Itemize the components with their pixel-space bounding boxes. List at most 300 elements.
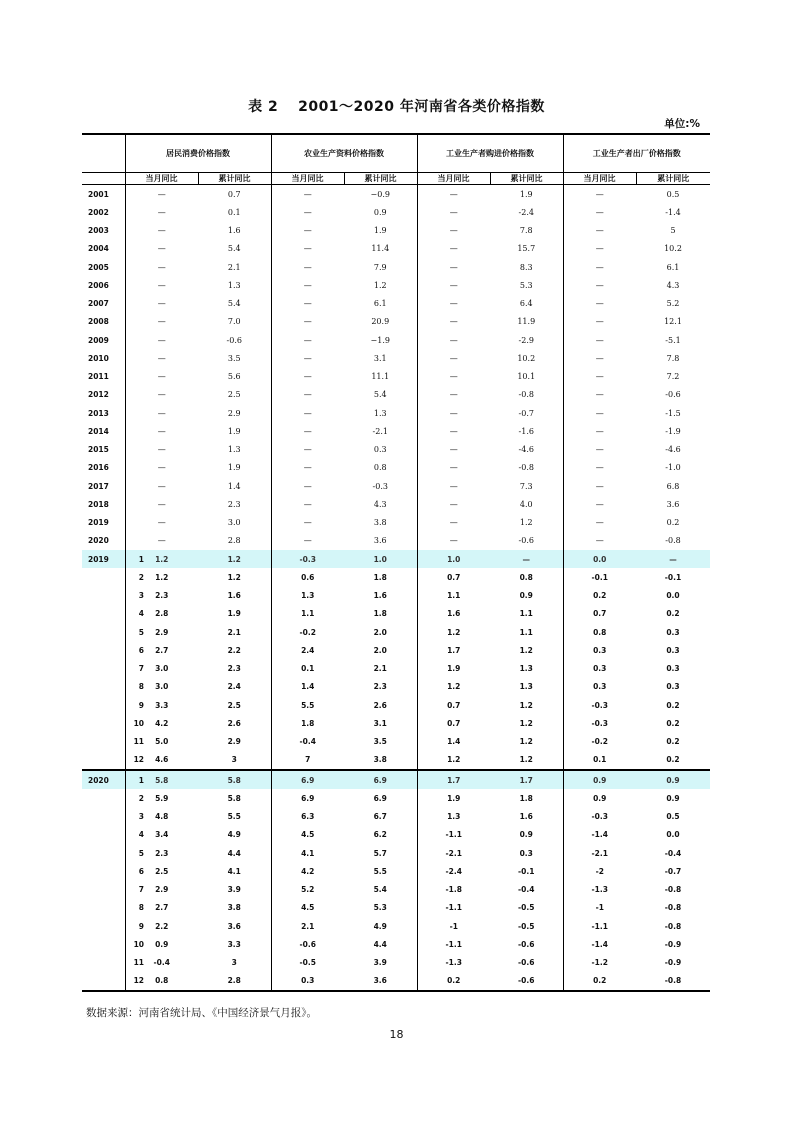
- table-row-annual: [82, 258, 710, 276]
- table-cell: 6.9: [344, 770, 417, 789]
- table-cell: 6.4: [519, 299, 533, 309]
- table-cell: 1.2: [519, 700, 533, 710]
- year-cell: [82, 386, 125, 404]
- table-cell: 0.9: [519, 591, 533, 601]
- table-cell: 0.8: [519, 572, 533, 582]
- year-label: 2014: [88, 426, 109, 436]
- table-cell: 3.8: [373, 518, 387, 528]
- table-cell: 1.2: [198, 550, 271, 568]
- table-cell: —: [271, 295, 344, 313]
- table-cell: 0.2: [666, 737, 680, 747]
- table-cell: 0.9: [563, 789, 636, 807]
- category-header: 工业生产者购进价格指数: [417, 134, 563, 173]
- table-cell: -2.4: [518, 207, 534, 217]
- table-cell: -0.5: [518, 921, 535, 931]
- year-label: 2003: [88, 226, 109, 236]
- subheader-cumulative: 累计同比: [636, 173, 710, 185]
- table-cell: 1.2: [373, 280, 387, 290]
- table-row-annual: [82, 532, 710, 550]
- year-cell: [82, 422, 125, 440]
- table-cell: 1.4: [227, 481, 241, 491]
- month-label: 7: [138, 664, 144, 674]
- table-cell: -1.4: [563, 935, 636, 953]
- table-cell: 0.3: [666, 627, 680, 637]
- year-cell: [82, 331, 125, 349]
- table-cell: 1.0: [417, 550, 490, 568]
- table-cell: 2.6: [373, 700, 387, 710]
- corner-cell: [82, 173, 125, 185]
- table-cell: —: [271, 185, 344, 204]
- table-cell: 2.8: [125, 605, 198, 623]
- table-cell: —: [417, 295, 490, 313]
- month-label: 10: [133, 718, 144, 728]
- table-cell: 3.0: [125, 678, 198, 696]
- table-cell: -1.8: [417, 881, 490, 899]
- table-cell: 1.1: [271, 605, 344, 623]
- table-cell: 4.1: [227, 866, 241, 876]
- year-label: 2001: [88, 189, 109, 199]
- table-row-annual: [82, 386, 710, 404]
- table-cell: 11.9: [517, 317, 536, 327]
- table-cell: -1.1: [417, 826, 490, 844]
- table-cell: -0.3: [372, 481, 388, 491]
- unit-label: 单位:%: [664, 118, 700, 130]
- table-cell: 2.8: [227, 536, 241, 546]
- table-cell: 2.1: [271, 917, 344, 935]
- table-cell: 5.7: [373, 848, 387, 858]
- table-cell: 4.3: [666, 280, 680, 290]
- table-cell: 15.7: [517, 244, 536, 254]
- table-cell: —: [563, 313, 636, 331]
- table-cell: -0.6: [665, 390, 681, 400]
- table-cell: 1.2: [519, 737, 533, 747]
- month-cell: [82, 808, 144, 826]
- table-cell: —: [271, 422, 344, 440]
- table-cell: -1.4: [563, 826, 636, 844]
- table-cell: 1.1: [519, 609, 533, 619]
- month-cell: [82, 605, 144, 623]
- table-cell: -2.4: [417, 862, 490, 880]
- table-cell: 1.4: [271, 678, 344, 696]
- table-cell: 6.3: [271, 808, 344, 826]
- table-cell: 1.7: [417, 770, 490, 789]
- month-label: 6: [138, 866, 144, 876]
- table-cell: —: [490, 550, 563, 568]
- table-cell: 5.9: [125, 789, 198, 807]
- table-cell: 2.6: [227, 718, 241, 728]
- table-row-monthly: [82, 770, 710, 789]
- year-cell: [82, 532, 125, 550]
- table-cell: —: [271, 331, 344, 349]
- table-cell: -1.1: [563, 917, 636, 935]
- table-cell: 1.6: [519, 812, 533, 822]
- table-cell: —: [125, 258, 198, 276]
- table-cell: 3.9: [227, 885, 241, 895]
- table-cell: 1.8: [373, 572, 387, 582]
- table-cell: —: [125, 222, 198, 240]
- table-cell: 1.9: [227, 609, 241, 619]
- table-row-annual: [82, 404, 710, 422]
- table-row-monthly: [82, 826, 710, 844]
- table-cell: 5.6: [227, 372, 241, 382]
- table-cell: 2.7: [125, 641, 198, 659]
- table-cell: 6.1: [373, 299, 387, 309]
- table-cell: -1.1: [417, 899, 490, 917]
- table-row-annual: [82, 422, 710, 440]
- table-cell: 4.4: [373, 939, 387, 949]
- table-cell: 5.5: [373, 866, 387, 876]
- table-cell: 7.9: [373, 262, 387, 272]
- table-row-monthly: [82, 808, 710, 826]
- table-cell: —: [563, 276, 636, 294]
- month-label: 2: [138, 572, 144, 582]
- month-cell: [82, 972, 144, 991]
- table-cell: 7.3: [519, 481, 533, 491]
- year-label: 2007: [88, 299, 109, 309]
- table-cell: 5: [670, 226, 676, 236]
- table-cell: 0.3: [666, 664, 680, 674]
- month-label: 5: [138, 627, 144, 637]
- table-cell: —: [563, 495, 636, 513]
- table-cell: 1.2: [125, 568, 198, 586]
- table-cell: 8.3: [519, 262, 533, 272]
- year-label: 2020: [88, 536, 109, 546]
- table-cell: 1.3: [373, 408, 387, 418]
- table-cell: —: [271, 386, 344, 404]
- table-cell: 0.3: [271, 972, 344, 991]
- month-cell: [82, 678, 144, 696]
- table-cell: —: [271, 240, 344, 258]
- month-label: 5: [138, 848, 144, 858]
- table-cell: 1.6: [227, 226, 241, 236]
- year-cell: [82, 404, 125, 422]
- year-cell: [82, 203, 125, 221]
- table-cell: -0.8: [518, 463, 534, 473]
- table-cell: -0.9: [664, 939, 682, 949]
- table-cell: —: [563, 422, 636, 440]
- table-cell: -0.8: [664, 903, 682, 913]
- table-cell: 1.3: [519, 682, 533, 692]
- table-cell: 7.8: [666, 353, 680, 363]
- table-cell: 0.7: [417, 714, 490, 732]
- table-cell: —: [563, 240, 636, 258]
- table-cell: 4.6: [125, 751, 198, 770]
- table-cell: -0.2: [563, 733, 636, 751]
- month-cell: [82, 954, 144, 972]
- table-cell: 0.3: [563, 678, 636, 696]
- month-label: 3: [138, 812, 144, 822]
- table-row-monthly: [82, 954, 710, 972]
- table-cell: 0.3: [666, 645, 680, 655]
- table-cell: -0.4: [664, 848, 682, 858]
- table-cell: 0.8: [373, 463, 387, 473]
- table-cell: 6.9: [271, 770, 344, 789]
- table-cell: −1.9: [370, 335, 390, 345]
- table-cell: 1.8: [519, 793, 533, 803]
- table-row-annual: [82, 295, 710, 313]
- table-cell: 3.6: [373, 536, 387, 546]
- year-label: 2015: [88, 445, 109, 455]
- month-cell: [82, 935, 144, 953]
- table-cell: 5.8: [227, 793, 241, 803]
- subheader-monthly: 当月同比: [271, 173, 344, 185]
- table-cell: —: [125, 276, 198, 294]
- subheader-cumulative: 累计同比: [490, 173, 563, 185]
- month-label: 3: [138, 591, 144, 601]
- table-cell: 1.7: [417, 641, 490, 659]
- table-cell: -0.6: [518, 958, 535, 968]
- table-cell: 1.9: [519, 189, 533, 199]
- table-cell: 0.8: [125, 972, 198, 991]
- table-cell: —: [271, 276, 344, 294]
- table-row-annual: [82, 368, 710, 386]
- year-label: 2020: [88, 775, 109, 785]
- month-cell: [82, 881, 144, 899]
- table-cell: —: [563, 185, 636, 204]
- table-cell: 2.5: [227, 700, 241, 710]
- table-row-annual: [82, 331, 710, 349]
- table-cell: 10.1: [517, 372, 536, 382]
- table-row-monthly: [82, 714, 710, 732]
- table-cell: 0.7: [227, 189, 241, 199]
- year-cell: [82, 313, 125, 331]
- table-cell: —: [417, 185, 490, 204]
- table-cell: 5.4: [227, 244, 241, 254]
- year-label: 2017: [88, 481, 109, 491]
- table-cell: —: [125, 459, 198, 477]
- table-cell: 11.1: [371, 372, 390, 382]
- table-cell: —: [417, 368, 490, 386]
- table-cell: 1.2: [519, 645, 533, 655]
- year-label: 2008: [88, 317, 109, 327]
- table-cell: —: [563, 222, 636, 240]
- table-cell: 5.4: [373, 390, 387, 400]
- table-cell: 0.0: [666, 591, 680, 601]
- table-row-monthly: [82, 862, 710, 880]
- table-cell: 1.1: [519, 627, 533, 637]
- table-cell: 4.2: [271, 862, 344, 880]
- month-label: 12: [133, 755, 144, 765]
- table-cell: 5.2: [271, 881, 344, 899]
- table-cell: 3.8: [227, 903, 241, 913]
- table-cell: 0.0: [666, 830, 680, 840]
- table-cell: —: [563, 459, 636, 477]
- table-cell: —: [417, 441, 490, 459]
- table-cell: -1.6: [518, 426, 534, 436]
- month-label: 1: [138, 775, 144, 785]
- table-cell: -0.8: [518, 390, 534, 400]
- table-cell: 5.3: [373, 903, 387, 913]
- table-cell: 1.9: [227, 463, 241, 473]
- month-cell: [82, 587, 144, 605]
- table-row-annual: [82, 441, 710, 459]
- page-number: 18: [389, 1028, 404, 1041]
- table-row-annual: [82, 203, 710, 221]
- table-cell: —: [563, 203, 636, 221]
- table-cell: —: [271, 532, 344, 550]
- table-cell: 10.2: [517, 353, 536, 363]
- table-cell: —: [417, 349, 490, 367]
- subheader-cumulative: 累计同比: [198, 173, 271, 185]
- month-cell: [82, 696, 144, 714]
- month-label: 11: [133, 737, 144, 747]
- table-cell: 2.3: [125, 844, 198, 862]
- year-cell: [82, 222, 125, 240]
- subheader-cumulative: 累计同比: [344, 173, 417, 185]
- table-cell: —: [417, 532, 490, 550]
- table-cell: 5.5: [271, 696, 344, 714]
- table-cell: 1.3: [227, 280, 241, 290]
- table-row-annual: [82, 276, 710, 294]
- table-row-annual: [82, 222, 710, 240]
- table-cell: 5.4: [227, 299, 241, 309]
- table-cell: -0.1: [664, 572, 682, 582]
- table-cell: 4.4: [227, 848, 241, 858]
- table-cell: -0.6: [518, 536, 534, 546]
- table-cell: 2.1: [227, 262, 241, 272]
- table-cell: 5.2: [666, 299, 680, 309]
- table-cell: 4.8: [125, 808, 198, 826]
- table-cell: -2.1: [563, 844, 636, 862]
- table-cell: 2.3: [125, 587, 198, 605]
- table-cell: —: [125, 404, 198, 422]
- year-label: 2005: [88, 262, 109, 272]
- category-header: 居民消费价格指数: [125, 134, 271, 173]
- table-cell: 5.0: [125, 733, 198, 751]
- table-cell: 1.6: [227, 591, 241, 601]
- year-cell: [82, 349, 125, 367]
- table-cell: —: [417, 459, 490, 477]
- table-cell: 6.1: [666, 262, 680, 272]
- year-cell: [82, 459, 125, 477]
- table-cell: 1.9: [417, 660, 490, 678]
- subheader-row: [82, 173, 710, 185]
- table-cell: 1.2: [417, 678, 490, 696]
- table-cell: 3.0: [227, 518, 241, 528]
- month-cell: [82, 789, 144, 807]
- table-row-monthly: [82, 605, 710, 623]
- table-cell: 1.2: [417, 751, 490, 770]
- table-cell: 2.9: [125, 881, 198, 899]
- year-label: 2019: [88, 554, 109, 564]
- table-cell: -0.4: [518, 885, 535, 895]
- table-cell: 0.5: [666, 189, 680, 199]
- table-cell: -2.1: [372, 426, 388, 436]
- year-label: 2013: [88, 408, 109, 418]
- table-cell: -0.3: [271, 550, 344, 568]
- month-label: 1: [138, 554, 144, 564]
- table-cell: 2.3: [373, 682, 387, 692]
- table-cell: -0.6: [271, 935, 344, 953]
- table-cell: -0.5: [518, 903, 535, 913]
- table-cell: 2.5: [125, 862, 198, 880]
- table-cell: 4.1: [271, 844, 344, 862]
- table-cell: 2.8: [227, 976, 241, 986]
- month-cell: [82, 550, 144, 568]
- table-cell: 3.3: [227, 939, 241, 949]
- table-cell: 4.3: [373, 499, 387, 509]
- table-cell: 2.7: [125, 899, 198, 917]
- table-cell: 1.2: [125, 550, 198, 568]
- table-row-monthly: [82, 789, 710, 807]
- year-label: 2019: [88, 518, 109, 528]
- data-source-note: 数据来源：河南省统计局、《中国经济景气月报》。: [86, 1007, 317, 1019]
- table-cell: 7: [271, 751, 344, 770]
- month-label: 9: [138, 700, 144, 710]
- table-row-monthly: [82, 696, 710, 714]
- table-cell: —: [563, 532, 636, 550]
- table-cell: 1.4: [417, 733, 490, 751]
- table-cell: 0.6: [271, 568, 344, 586]
- month-label: 8: [138, 903, 144, 913]
- month-label: 2: [138, 793, 144, 803]
- table-cell: 0.2: [666, 718, 680, 728]
- table-cell: 3.0: [125, 660, 198, 678]
- table-row-annual: [82, 495, 710, 513]
- month-cell: [82, 844, 144, 862]
- table-cell: 0.7: [563, 605, 636, 623]
- table-cell: 0.5: [666, 812, 680, 822]
- table-cell: -0.8: [664, 885, 682, 895]
- table-cell: —: [271, 368, 344, 386]
- month-cell: [82, 623, 144, 641]
- table-cell: 3.1: [373, 353, 387, 363]
- table-cell: -1.4: [665, 207, 681, 217]
- table-cell: 1.3: [417, 808, 490, 826]
- table-cell: -0.7: [664, 866, 682, 876]
- table-row-monthly: [82, 899, 710, 917]
- table-cell: 3: [231, 755, 237, 765]
- table-cell: 2.5: [227, 390, 241, 400]
- year-cell: [82, 495, 125, 513]
- table-cell: -0.1: [518, 866, 535, 876]
- table-row-monthly: [82, 587, 710, 605]
- table-cell: 0.9: [125, 935, 198, 953]
- table-cell: 4.2: [125, 714, 198, 732]
- table-cell: —: [125, 422, 198, 440]
- table-cell: 2.2: [125, 917, 198, 935]
- table-cell: —: [563, 258, 636, 276]
- table-cell: —: [563, 441, 636, 459]
- table-cell: 1.3: [271, 587, 344, 605]
- table-cell: —: [125, 441, 198, 459]
- table-cell: 3.9: [373, 958, 387, 968]
- table-cell: -0.8: [664, 976, 682, 986]
- table-cell: 4.5: [271, 826, 344, 844]
- table-row-annual: [82, 514, 710, 532]
- table-cell: —: [563, 477, 636, 495]
- table-cell: —: [417, 313, 490, 331]
- table-cell: —: [417, 331, 490, 349]
- table-cell: —: [417, 258, 490, 276]
- table-cell: 10.2: [664, 244, 682, 254]
- table-cell: —: [417, 404, 490, 422]
- table-cell: 5.3: [519, 280, 533, 290]
- table-cell: 0.8: [563, 623, 636, 641]
- table-cell: —: [271, 514, 344, 532]
- table-cell: 1.2: [519, 518, 533, 528]
- table-cell: 1.0: [344, 550, 417, 568]
- table-cell: 1.9: [227, 426, 241, 436]
- table-cell: -5.1: [665, 335, 681, 345]
- table-cell: 2.9: [125, 623, 198, 641]
- table-cell: —: [125, 295, 198, 313]
- table-cell: -0.6: [518, 976, 535, 986]
- table-cell: 0.2: [666, 609, 680, 619]
- month-label: 9: [138, 921, 144, 931]
- table-cell: 0.9: [563, 770, 636, 789]
- month-cell: [82, 660, 144, 678]
